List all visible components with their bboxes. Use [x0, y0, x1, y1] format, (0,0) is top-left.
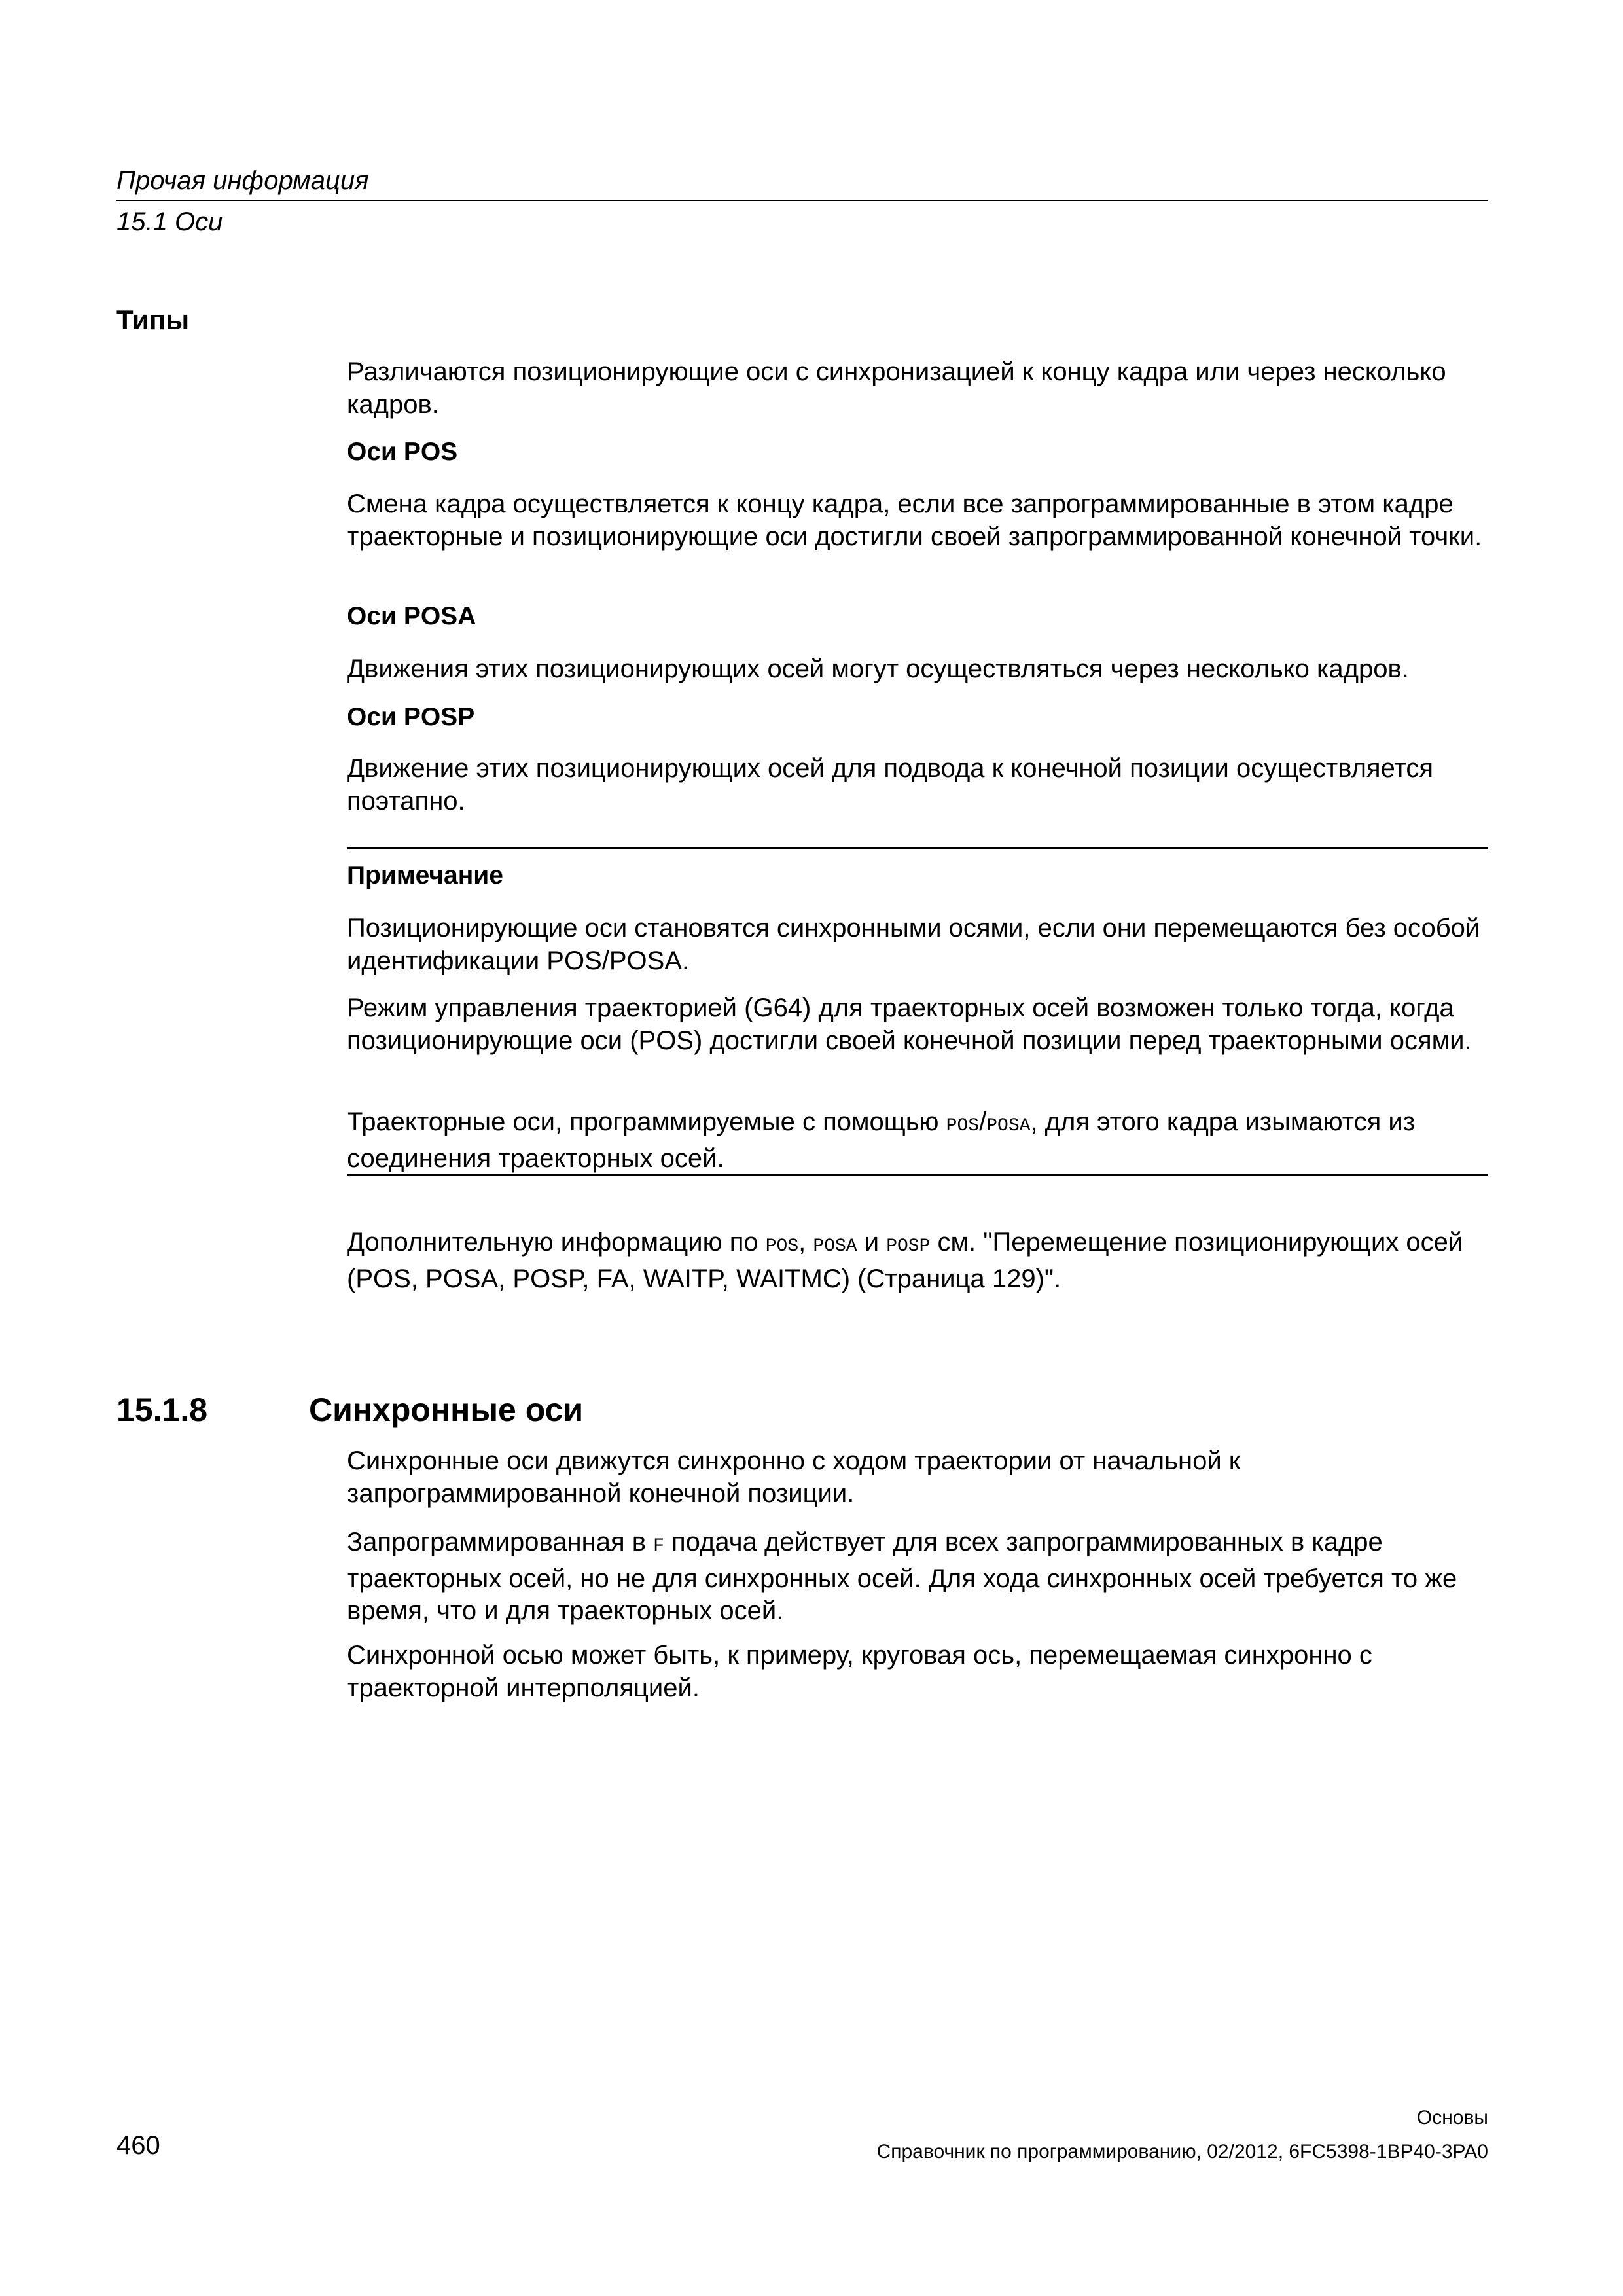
footer-book: Основы: [1416, 2107, 1488, 2128]
types-intro: Различаются позиционирующие оси с синхронизацией к концу кадра или через несколько кадров.: [347, 357, 1446, 419]
posa-text: Движения этих позиционирующих осей могут осуществляться через несколько кадров.: [347, 655, 1409, 683]
note-paragraph-1: Позиционирующие оси становятся синхронными осями, если они перемещаются без особой идентификации POS/POSA.: [347, 914, 1480, 975]
sync-paragraph-2: Запрограммированная в F подача действует для всех запрограммированных в кадре траекторных осей, но не для синхронных осей. Для хода синхронных осей требуется то же время, что и для траекторных осей.: [347, 1528, 1457, 1625]
header-section: 15.1 Оси: [116, 207, 223, 236]
code-pos: POS: [765, 1236, 799, 1257]
note-paragraph-2: Режим управления траекторией (G64) для траекторных осей возможен только тогда, когда позиционирующие оси (POS) достигли своей конечной позиции перед траекторными осями.: [347, 994, 1472, 1055]
posp-heading: Оси POSP: [347, 703, 475, 731]
pos-heading: Оси POS: [347, 438, 458, 466]
code-pos: POS: [946, 1116, 980, 1136]
note-paragraph-3: Траекторные оси, программируемые с помощью POS/POSA, для этого кадра изымаются из соединения траекторных осей.: [347, 1107, 1416, 1173]
code-f: F: [653, 1536, 664, 1556]
code-posp: POSP: [886, 1236, 931, 1257]
sync-paragraph-1: Синхронные оси движутся синхронно с ходом траектории от начальной к запрограммированной конечной позиции.: [347, 1446, 1241, 1508]
note-bottom-rule: [347, 1174, 1488, 1176]
types-heading: Типы: [116, 304, 190, 335]
posp-text: Движение этих позиционирующих осей для подвода к конечной позиции осуществляется поэтапно.: [347, 754, 1434, 816]
footer-reference: Справочник по программированию, 02/2012, 6FC5398-1BP40-3PA0: [876, 2141, 1488, 2162]
more-info-text: Дополнительную информацию по POS, POSA и POSP см. "Перемещение позиционирующих осей (POS, POSA, POSP, FA, WAITP, WAITMC) (Страница 129)".: [347, 1228, 1463, 1293]
header-chapter: Прочая информация: [116, 166, 369, 195]
page-number: 460: [116, 2131, 160, 2160]
cross-reference[interactable]: см. "Перемещение позиционирующих осей (POS, POSA, POSP, FA, WAITP, WAITMC) (Страница 129)".: [347, 1228, 1463, 1293]
pos-text: Смена кадра осуществляется к концу кадра, если все запрограммированные в этом кадре траекторные и позиционирующие оси достигли своей запрограммированной конечной точки.: [347, 490, 1482, 551]
section-title: Синхронные оси: [309, 1391, 584, 1428]
posa-heading: Оси POSA: [347, 602, 476, 630]
sync-paragraph-3: Синхронной осью может быть, к примеру, круговая ось, перемещаемая синхронно с траекторной интерполяцией.: [347, 1641, 1372, 1702]
header-rule: [116, 200, 1488, 201]
code-posa: POSA: [813, 1236, 857, 1257]
code-posa: POSA: [986, 1116, 1031, 1136]
note-heading: Примечание: [347, 861, 503, 889]
section-number: 15.1.8: [116, 1391, 208, 1428]
note-top-rule: [347, 847, 1488, 849]
